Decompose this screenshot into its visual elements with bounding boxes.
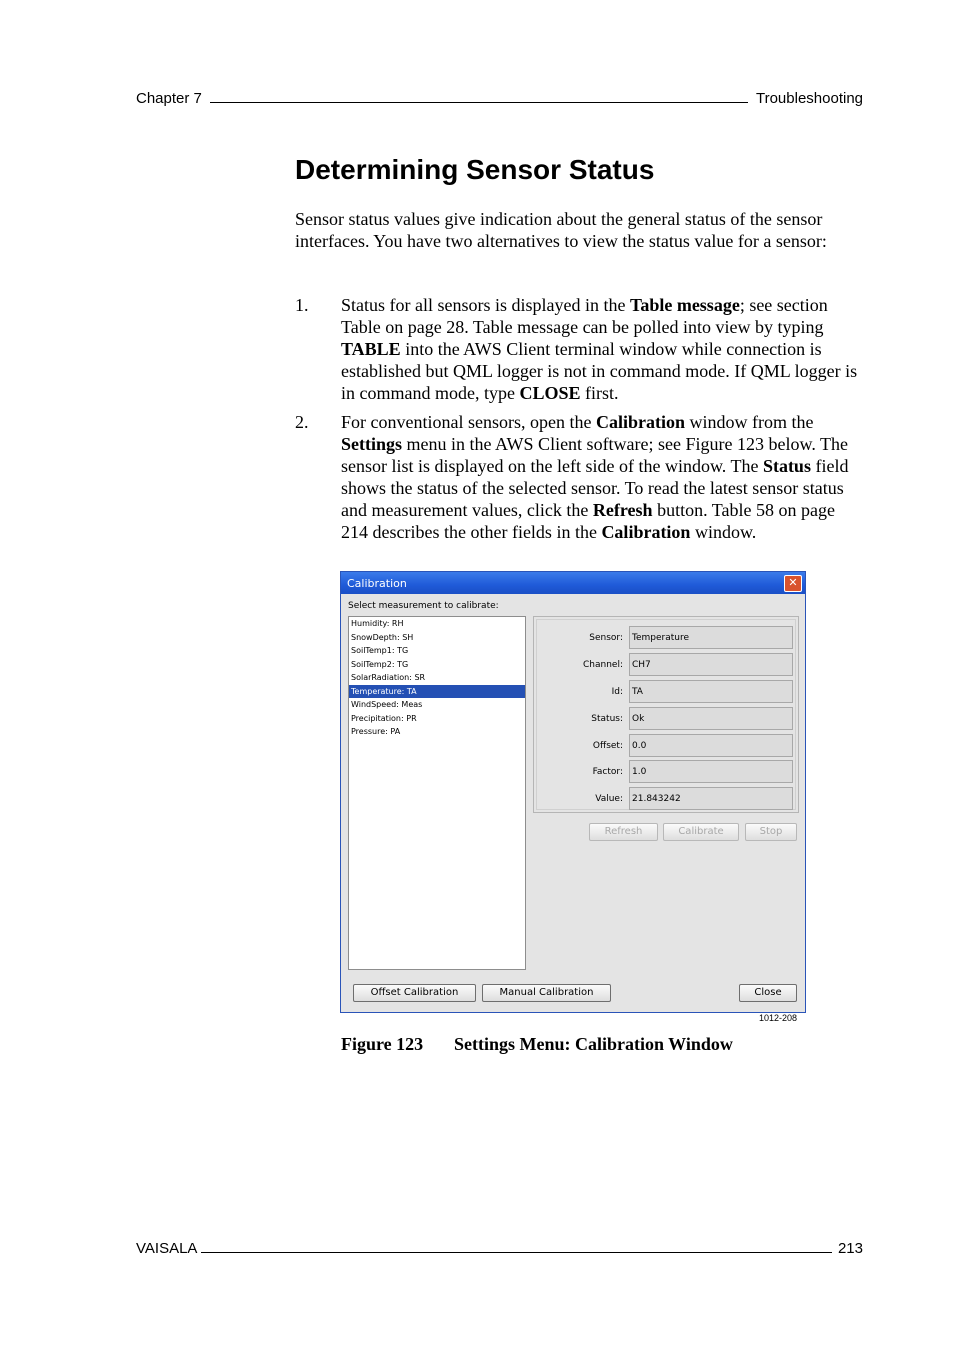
bold-term: Refresh bbox=[592, 500, 653, 520]
sensor-list[interactable] bbox=[348, 616, 526, 970]
bold-term: Status bbox=[762, 456, 811, 476]
channel-field-row bbox=[537, 653, 799, 677]
field-label: Channel: bbox=[583, 660, 623, 670]
field-label: Status: bbox=[591, 714, 623, 724]
list-item[interactable]: SoilTemp1: TG bbox=[351, 646, 409, 655]
intro-paragraph: Sensor status values give indication about the general status of the sensor interfaces. You have two alternatives to view the status value for a sensor: bbox=[295, 209, 827, 251]
sensor-field[interactable]: Temperature bbox=[629, 626, 793, 649]
factor-field[interactable]: 1.0 bbox=[629, 760, 793, 783]
header-rule bbox=[210, 101, 748, 103]
list-text bbox=[341, 411, 865, 543]
list-item[interactable]: WindSpeed: Meas bbox=[351, 700, 423, 709]
close-button[interactable]: Close bbox=[739, 984, 797, 1002]
page-footer bbox=[136, 1240, 863, 1257]
figure-id: 1012-208 bbox=[759, 1013, 798, 1023]
status-field-row bbox=[537, 707, 799, 731]
text-run: Status for all sensors is displayed in the bbox=[341, 295, 630, 315]
calibrate-button[interactable]: Calibrate bbox=[663, 823, 739, 841]
refresh-button[interactable]: Refresh bbox=[589, 823, 658, 841]
factor-field-row bbox=[537, 760, 799, 784]
field-label: Factor: bbox=[592, 767, 623, 777]
list-item-1 bbox=[295, 294, 865, 404]
status-field[interactable]: Ok bbox=[629, 707, 793, 730]
value-field-row bbox=[537, 787, 799, 811]
text-run: window. bbox=[690, 522, 757, 542]
dialog-titlebar[interactable] bbox=[341, 572, 805, 594]
offset-field[interactable]: 0.0 bbox=[629, 734, 793, 757]
sensor-field-row bbox=[537, 626, 799, 650]
figure-caption-text: Settings Menu: Calibration Window bbox=[454, 1034, 733, 1054]
dialog-body bbox=[344, 594, 802, 1008]
bold-term: Calibration bbox=[595, 412, 685, 432]
manual-calibration-button[interactable]: Manual Calibration bbox=[482, 984, 611, 1002]
text-run: For conventional sensors, open the bbox=[341, 412, 596, 432]
channel-field[interactable]: CH7 bbox=[629, 653, 793, 676]
chapter-label: Chapter 7 bbox=[136, 90, 202, 107]
fields-inset bbox=[536, 619, 796, 810]
list-number: 1. bbox=[295, 295, 309, 315]
stop-button[interactable]: Stop bbox=[745, 823, 797, 841]
select-label: Select measurement to calibrate: bbox=[348, 601, 499, 611]
footer-rule bbox=[201, 1251, 832, 1253]
list-item-2 bbox=[295, 411, 865, 543]
list-item[interactable]: SnowDepth: SH bbox=[351, 632, 414, 642]
footer-brand: VAISALA bbox=[136, 1240, 198, 1257]
field-label: Value: bbox=[595, 794, 623, 804]
bold-term: CLOSE bbox=[519, 383, 581, 403]
bold-term: TABLE bbox=[341, 339, 401, 359]
figure-number: Figure 123 bbox=[341, 1034, 424, 1054]
text-run: ; see section Table on page 28. Table message can be polled into view by typing bbox=[341, 295, 828, 337]
list-item[interactable]: SolarRadiation: SR bbox=[351, 673, 426, 682]
close-icon[interactable]: ✕ bbox=[784, 575, 802, 592]
bold-term: Calibration bbox=[601, 522, 691, 542]
page-title: Determining Sensor Status bbox=[295, 154, 655, 185]
text-run: into the AWS Client terminal window while connection is established but QML logger is not in command mode. If QML logger is in command mode, type bbox=[341, 339, 858, 403]
figure-caption bbox=[341, 1034, 733, 1055]
dialog-title: Calibration bbox=[347, 577, 407, 590]
text-run: button. Table 58 on page 214 describes the other fields in the bbox=[341, 500, 835, 542]
offset-field-row bbox=[537, 734, 799, 758]
sensor-fields-panel bbox=[533, 616, 799, 813]
bold-term: Settings bbox=[341, 434, 403, 454]
list-item[interactable]: Pressure: PA bbox=[351, 727, 401, 736]
text-run: menu in the AWS Client software; see Figure 123 below. The sensor list is displayed on the left side of the window. The bbox=[341, 434, 848, 476]
field-label: Sensor: bbox=[589, 633, 623, 643]
offset-calibration-button[interactable]: Offset Calibration bbox=[353, 984, 476, 1002]
text-run: window from the bbox=[684, 412, 814, 432]
list-item[interactable]: SoilTemp2: TG bbox=[351, 659, 409, 669]
id-field[interactable]: TA bbox=[629, 680, 793, 703]
text-run: first. bbox=[580, 383, 619, 403]
id-field-row bbox=[537, 680, 799, 704]
bold-term: Table message bbox=[629, 295, 740, 315]
section-label: Troubleshooting bbox=[755, 90, 863, 107]
text-run: field shows the status of the selected sensor. To read the latest sensor status and measurement values, click the bbox=[341, 456, 849, 520]
field-label: Offset: bbox=[592, 741, 623, 751]
calibration-dialog bbox=[340, 571, 806, 1013]
page-number: 213 bbox=[837, 1240, 863, 1257]
list-number: 2. bbox=[295, 412, 309, 432]
field-label: Id: bbox=[611, 687, 623, 697]
list-text bbox=[341, 294, 865, 404]
page-header bbox=[136, 90, 863, 107]
list-item[interactable]: Humidity: RH bbox=[351, 619, 404, 628]
value-field[interactable]: 21.843242 bbox=[629, 787, 793, 810]
list-item[interactable]: Temperature: TA bbox=[349, 685, 525, 699]
list-item[interactable]: Precipitation: PR bbox=[351, 713, 417, 723]
